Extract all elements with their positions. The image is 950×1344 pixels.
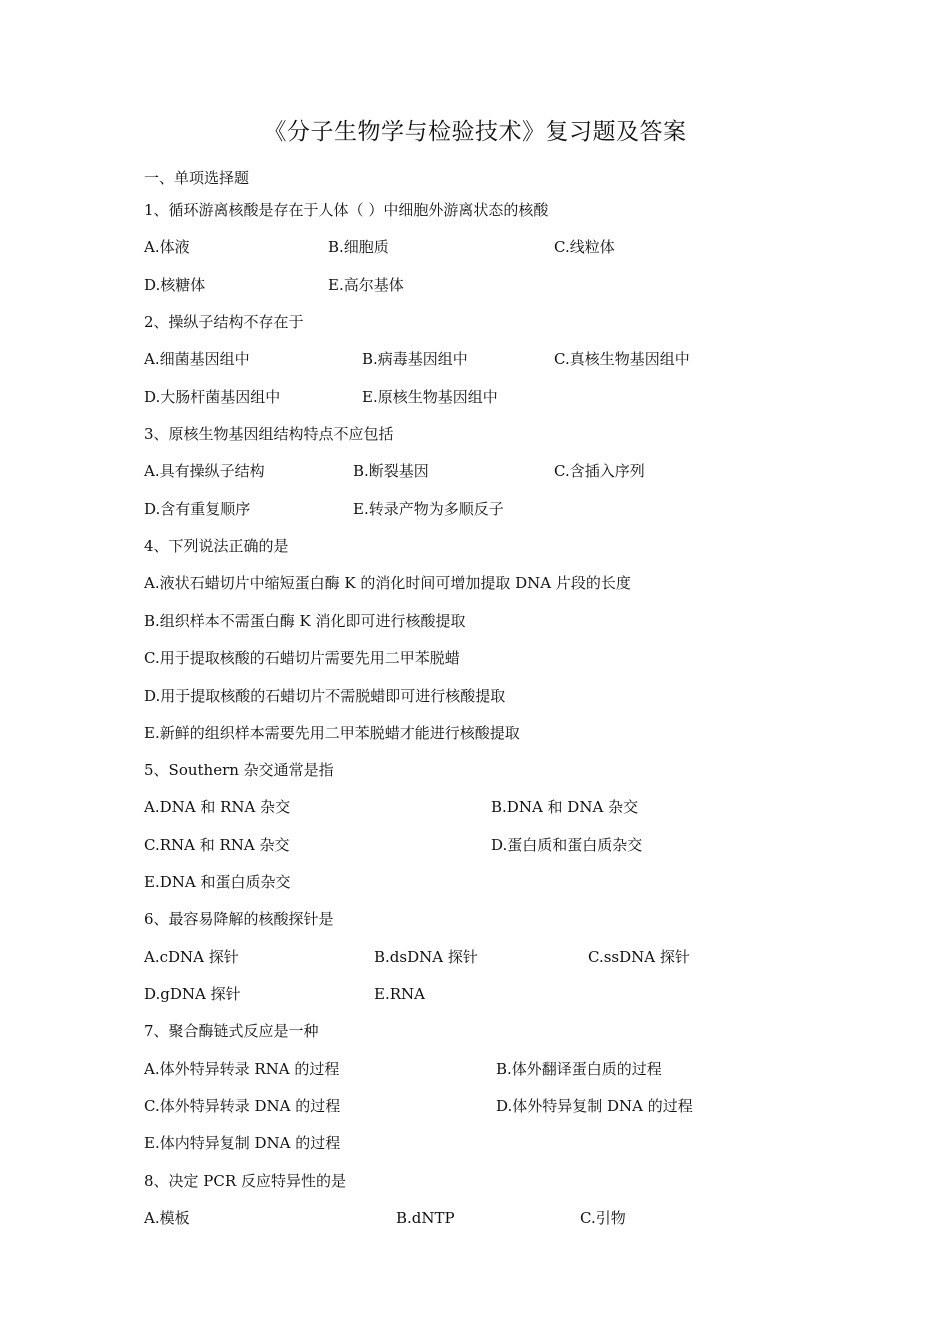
question-stem: 8、决定 PCR 反应特异性的是 (144, 1172, 346, 1190)
option-c: C.线粒体 (554, 238, 615, 256)
option-b: B.组织样本不需蛋白酶 K 消化即可进行核酸提取 (144, 612, 466, 630)
option-e: E.RNA (374, 985, 425, 1003)
option-a: A.具有操纵子结构 (144, 462, 265, 480)
option-c: C.RNA 和 RNA 杂交 (144, 836, 290, 854)
question-stem: 7、聚合酶链式反应是一种 (144, 1022, 319, 1040)
question-stem: 2、操纵子结构不存在于 (144, 313, 304, 331)
option-e: E.DNA 和蛋白质杂交 (144, 873, 291, 891)
option-a: A.液状石蜡切片中缩短蛋白酶 K 的消化时间可增加提取 DNA 片段的长度 (144, 574, 631, 592)
question-stem: 3、原核生物基因组结构特点不应包括 (144, 425, 394, 443)
section-heading: 一、单项选择题 (144, 169, 250, 187)
option-c: C.体外特异转录 DNA 的过程 (144, 1097, 341, 1115)
option-d: D.体外特异复制 DNA 的过程 (496, 1097, 693, 1115)
option-a: A.体外特异转录 RNA 的过程 (144, 1060, 340, 1078)
option-b: B.断裂基因 (353, 462, 429, 480)
option-c: C.用于提取核酸的石蜡切片需要先用二甲苯脱蜡 (144, 649, 460, 667)
option-c: C.真核生物基因组中 (554, 350, 690, 368)
question-stem: 6、最容易降解的核酸探针是 (144, 910, 334, 928)
option-e: E.原核生物基因组中 (362, 388, 498, 406)
question-stem: 1、循环游离核酸是存在于人体（ ）中细胞外游离状态的核酸 (144, 201, 549, 219)
option-a: A.模板 (144, 1209, 190, 1227)
option-e: E.体内特异复制 DNA 的过程 (144, 1134, 341, 1152)
option-c: C.引物 (580, 1209, 626, 1227)
option-b: B.dNTP (396, 1209, 455, 1227)
option-a: A.DNA 和 RNA 杂交 (144, 798, 291, 816)
option-b: B.体外翻译蛋白质的过程 (496, 1060, 662, 1078)
question-stem: 5、Southern 杂交通常是指 (144, 761, 334, 779)
option-b: B.细胞质 (328, 238, 389, 256)
option-a: A.cDNA 探针 (144, 948, 239, 966)
option-d: D.核糖体 (144, 276, 206, 294)
option-e: E.转录产物为多顺反子 (353, 500, 504, 518)
option-b: B.dsDNA 探针 (374, 948, 478, 966)
option-a: A.细菌基因组中 (144, 350, 250, 368)
option-d: D.蛋白质和蛋白质杂交 (491, 836, 643, 854)
option-d: D.大肠杆菌基因组中 (144, 388, 281, 406)
option-d: D.gDNA 探针 (144, 985, 241, 1003)
option-d: D.含有重复顺序 (144, 500, 251, 518)
option-a: A.体液 (144, 238, 190, 256)
option-e: E.新鲜的组织样本需要先用二甲苯脱蜡才能进行核酸提取 (144, 724, 520, 742)
option-d: D.用于提取核酸的石蜡切片不需脱蜡即可进行核酸提取 (144, 687, 506, 705)
option-c: C.ssDNA 探针 (588, 948, 690, 966)
document-title: 《分子生物学与检验技术》复习题及答案 (263, 119, 687, 145)
option-b: B.DNA 和 DNA 杂交 (491, 798, 639, 816)
option-c: C.含插入序列 (554, 462, 645, 480)
option-b: B.病毒基因组中 (362, 350, 468, 368)
option-e: E.高尔基体 (328, 276, 404, 294)
question-stem: 4、下列说法正确的是 (144, 537, 289, 555)
